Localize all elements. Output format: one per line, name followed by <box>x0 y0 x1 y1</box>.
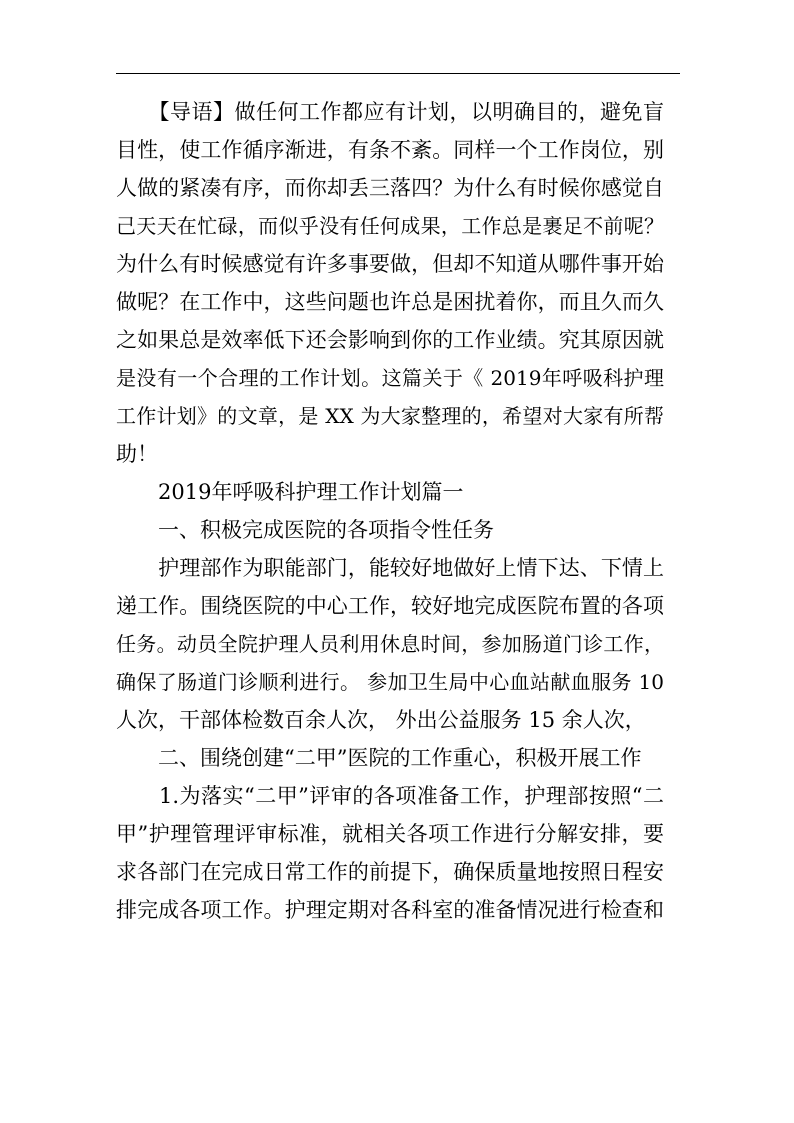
document-body <box>116 93 664 929</box>
paragraph-line: 求各部门在完成日常工作的前提下，确保质量地按照日程安 <box>116 860 664 884</box>
paragraph-line: 为什么有时候感觉有许多事要做，但却不知道从哪件事开始 <box>116 252 664 276</box>
paragraph-line: 目性，使工作循序渐进，有条不紊。同样一个工作岗位，别 <box>116 138 664 162</box>
paragraph-line: 人次，干部体检数百余人次， 外出公益服务 15 余人次， <box>116 708 646 732</box>
paragraph-line: 工作计划》的文章，是 XX 为大家整理的，希望对大家有所帮 <box>116 404 664 428</box>
section-title: 2019年呼吸科护理工作计划篇一 <box>116 480 464 504</box>
paragraph-line: 护理部作为职能部门，能较好地做好上情下达、下情上 <box>116 556 664 580</box>
paragraph-line: 任务。动员全院护理人员利用休息时间，参加肠道门诊工作， <box>116 632 664 656</box>
paragraph-line: 人做的紧凑有序，而你却丢三落四？为什么有时候你感觉自 <box>116 176 664 200</box>
section-heading: 一、积极完成医院的各项指令性任务 <box>116 518 494 542</box>
paragraph-line: 助！ <box>116 442 158 466</box>
paragraph-line: 是没有一个合理的工作计划。这篇关于《 2019年呼吸科护理 <box>116 366 664 390</box>
paragraph-line: 己天天在忙碌，而似乎没有任何成果，工作总是裹足不前呢？ <box>116 214 664 238</box>
paragraph-line: 1.为落实“二甲”评审的各项准备工作，护理部按照“二 <box>116 784 664 808</box>
paragraph-line: 排完成各项工作。护理定期对各科室的准备情况进行检查和 <box>116 898 664 922</box>
paragraph-line: 之如果总是效率低下还会影响到你的工作业绩。究其原因就 <box>116 328 664 352</box>
section-heading: 二、围绕创建“二甲”医院的工作重心，积极开展工作 <box>116 746 642 770</box>
header-rule <box>116 73 680 74</box>
paragraph-line: 【导语】做任何工作都应有计划，以明确目的，避免盲 <box>116 100 664 124</box>
paragraph-line: 甲”护理管理评审标准，就相关各项工作进行分解安排，要 <box>116 822 664 846</box>
paragraph-line: 递工作。围绕医院的中心工作，较好地完成医院布置的各项 <box>116 594 664 618</box>
paragraph-line: 做呢？在工作中，这些问题也许总是困扰着你，而且久而久 <box>116 290 664 314</box>
paragraph-line: 确保了肠道门诊顺利进行。 参加卫生局中心血站献血服务 10 <box>116 670 664 694</box>
